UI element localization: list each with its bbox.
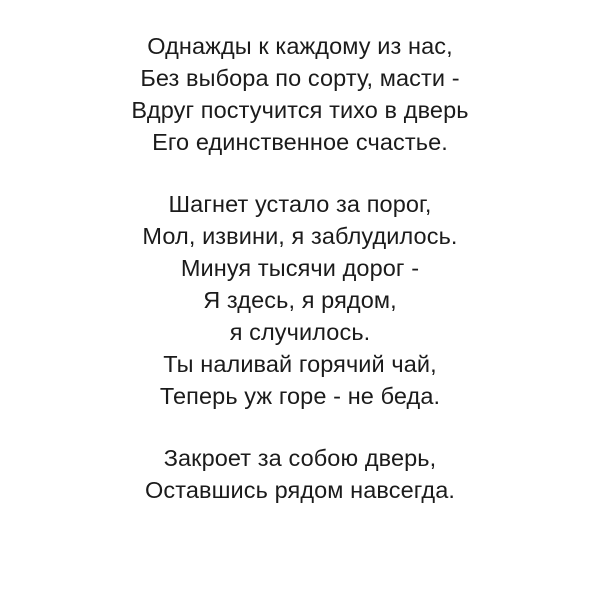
poem-line: Мол, извини, я заблудилось.: [142, 223, 458, 249]
poem-line: Теперь уж горе - не беда.: [159, 383, 441, 409]
poem-stanza: [20, 442, 580, 506]
poem-line: я случилось.: [229, 319, 371, 345]
poem-line: Закроет за собою дверь,: [163, 445, 437, 471]
poem-line: Шагнет устало за порог,: [168, 191, 432, 217]
poem-line: Его единственное счастье.: [152, 129, 448, 155]
poem-line: Вдруг постучится тихо в дверь: [131, 97, 469, 123]
poem-line: Однажды к каждому из нас,: [147, 33, 453, 59]
poem-line: Минуя тысячи дорог -: [180, 255, 420, 281]
poem-stanza: [20, 30, 580, 158]
poem-line: Ты наливай горячий чай,: [163, 351, 437, 377]
poem-line: Оставшись рядом навсегда.: [145, 477, 455, 503]
poem-line: Я здесь, я рядом,: [203, 287, 397, 313]
poem-line: Без выбора по сорту, масти -: [140, 65, 460, 91]
poem-stanza: [20, 188, 580, 412]
